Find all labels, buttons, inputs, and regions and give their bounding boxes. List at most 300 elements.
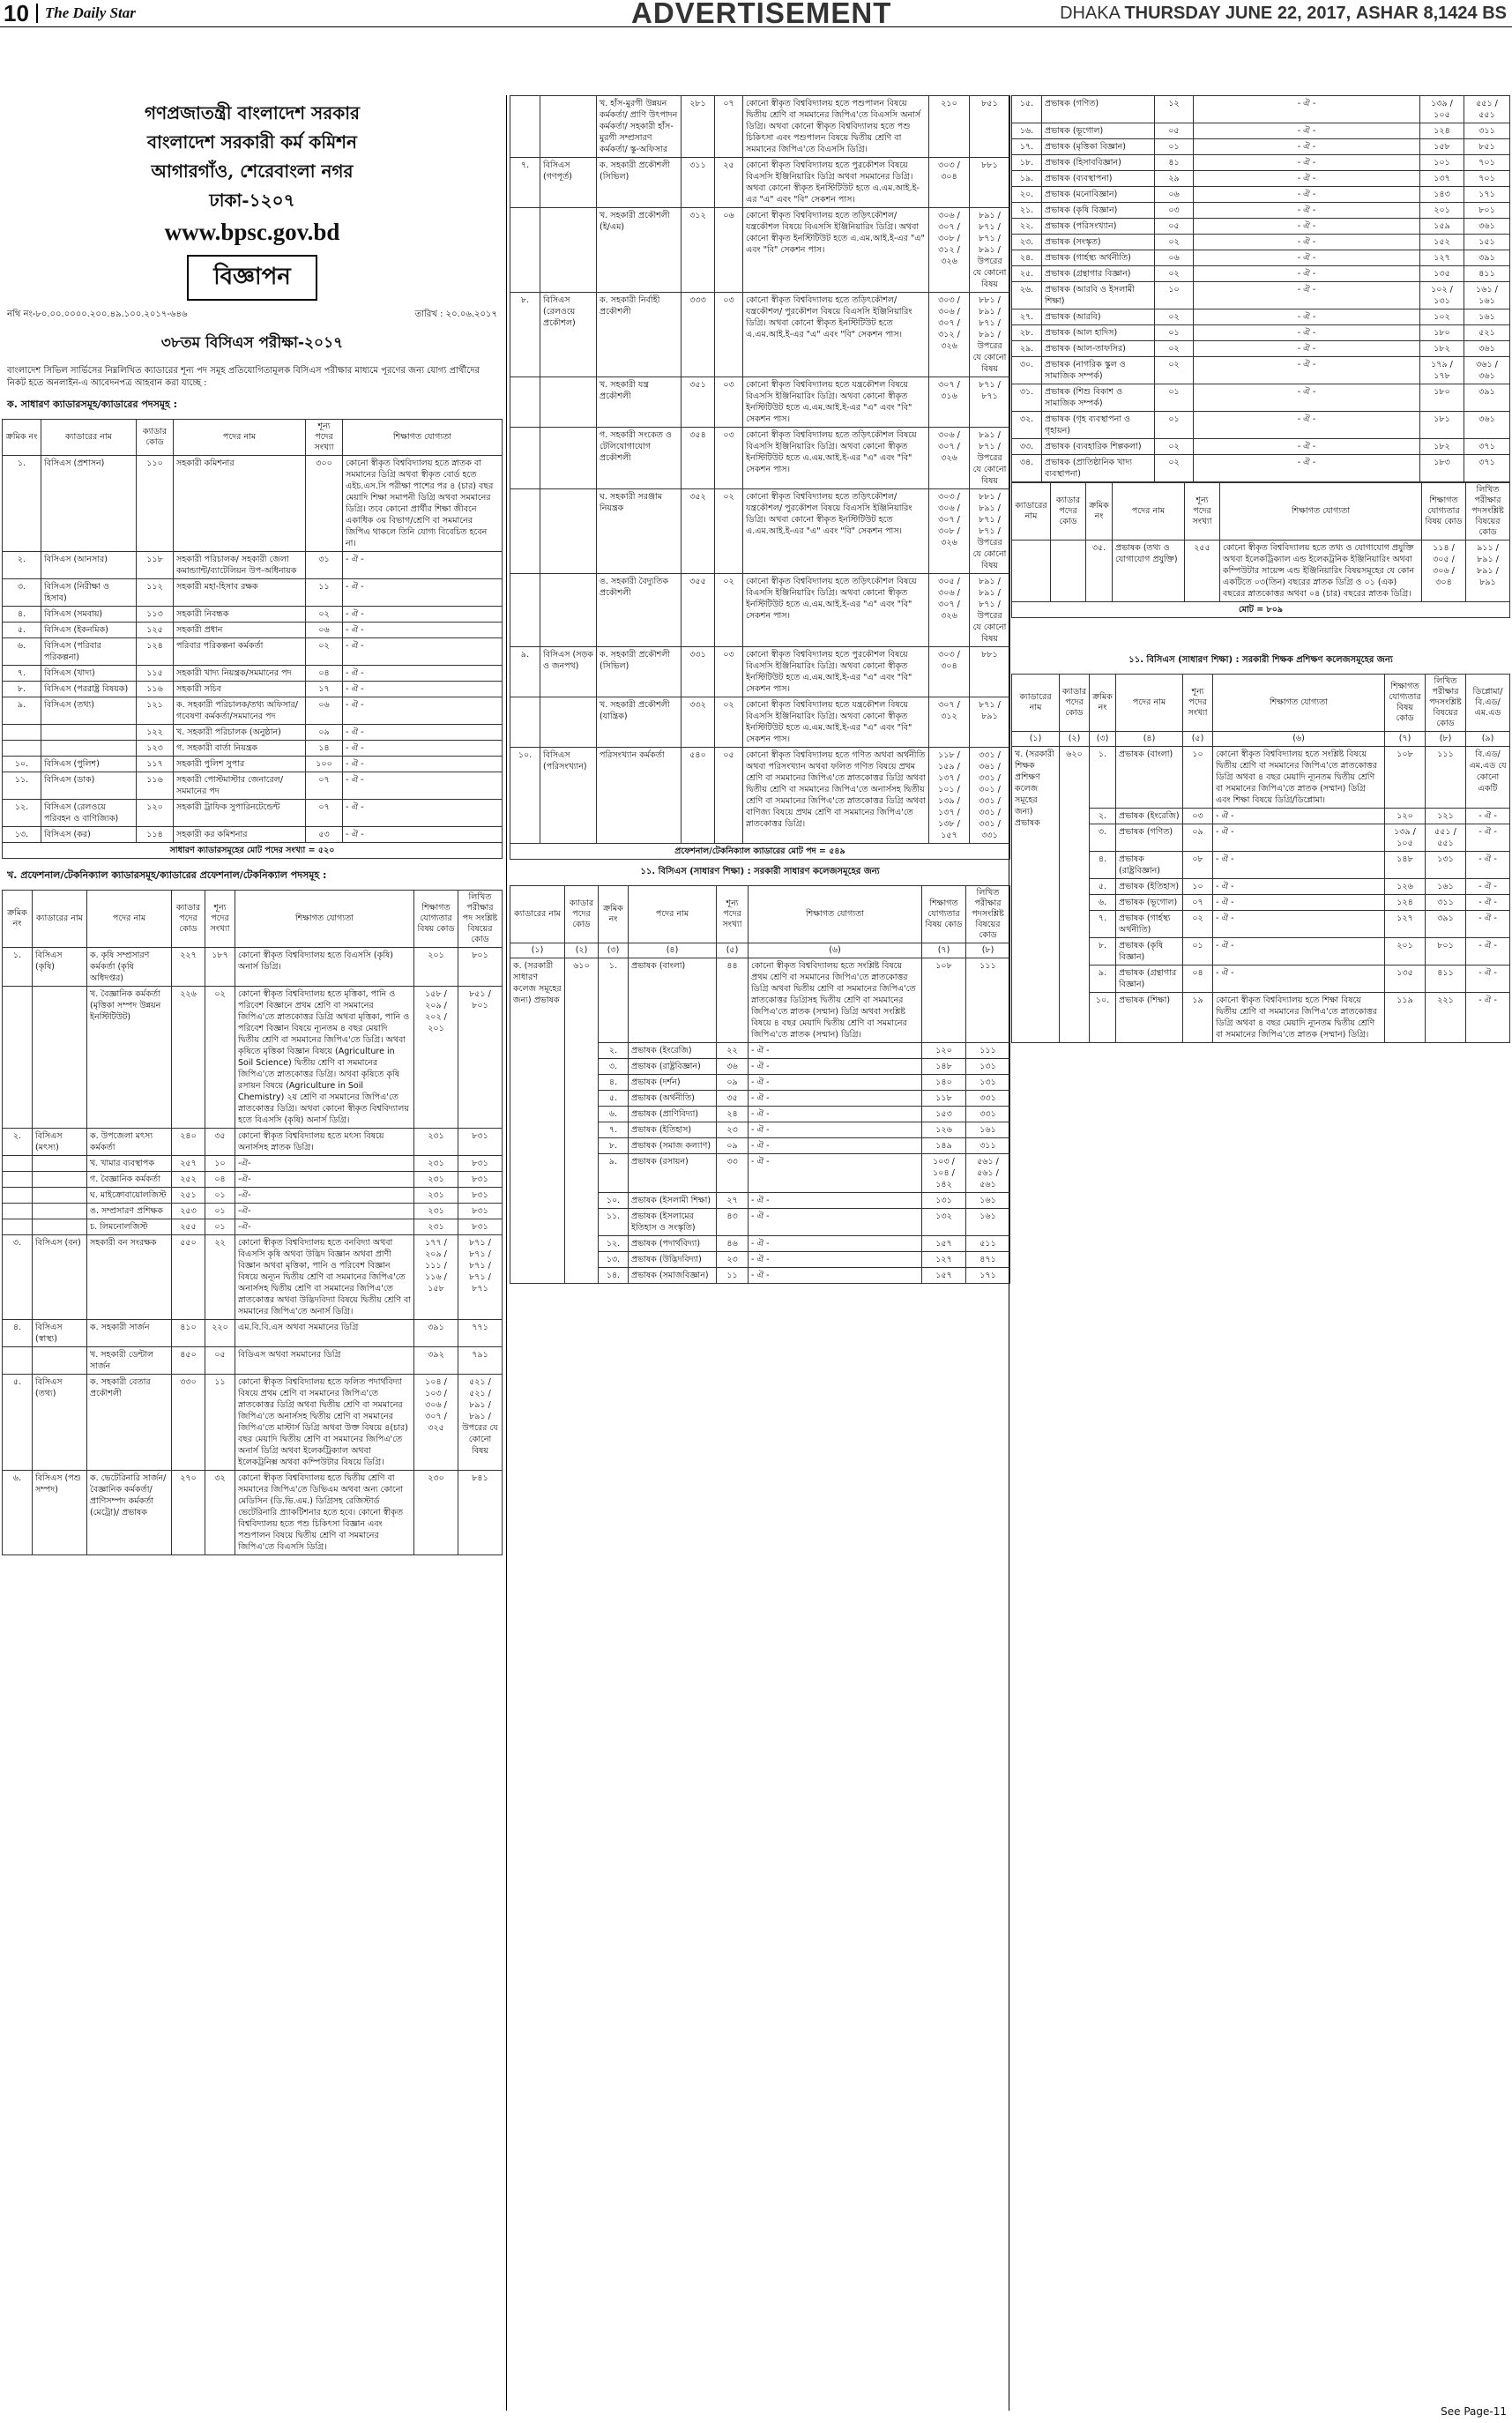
table-cell: - ঐ - [1194,219,1420,235]
column-header: পদের নাম [174,420,306,456]
table-cell: সহকারী পরিচালক/ সহকারী জেলা কমান্ড্যান্ট/ব্যাটেলিয়ন উপ-অধিনায়ক [174,552,306,579]
table-cell: ১২. [599,1236,629,1252]
table-cell: ১২৪ [1385,895,1426,911]
table-cell: ৫২১ [1464,325,1510,341]
table-cell: - ঐ - [343,757,503,772]
table-row [1012,171,1510,187]
table-cell: ক. সহকারী বেতার প্রকৌশলী [87,1375,172,1471]
table-cell: ২৩১ [414,1172,458,1188]
table-cell: ৩৪. [1012,455,1042,482]
table-cell: প্রভাষক (ভূগোল) [1042,123,1155,139]
table-cell: প্রভাষক (গণিত) [1116,824,1183,852]
table-cell: ২৩. [1012,235,1042,250]
table-cell: ৬. [3,638,41,666]
table-row [3,1156,503,1172]
table-cell: ৭০১ [1464,155,1510,171]
table-cell: - ঐ - [1194,266,1420,282]
table-row [3,987,503,1129]
table-cell: ১২১ [1426,809,1466,824]
table-cell: ২২ [717,1043,749,1059]
cadre-code-cell: ৬২০ [1060,747,1090,1043]
table-cell: ০৭ [715,96,743,158]
table-cell: ৪৭১ [966,1252,1010,1268]
table-cell: ৩৩১ [682,647,715,697]
table-cell: ৬. [1090,895,1116,911]
table-cell: ১৪৯ [922,1138,966,1154]
table-cell: ৮৮১ [970,647,1010,697]
table-cell: প্রভাষক (কৃষি বিজ্ঞান) [1042,203,1155,219]
technical-total: প্রফেশনাল/টেকনিক্যাল ক্যাডারের মোট পদ = ৫৪৯ [510,844,1010,860]
table-cell: ৮৩১ [458,1188,503,1204]
table-cell: ৯. [3,697,41,725]
table-cell: ক. সহকারী প্রকৌশলী (সিভিল) [597,647,682,697]
column-header: শিক্ষাগত যোগ্যতার বিষয় কোড [1422,483,1466,541]
table-cell: ১. [3,948,33,987]
table-cell: - ঐ - [1466,965,1510,993]
table-cell: ১. [3,456,41,552]
table-row [1012,747,1510,809]
column-header: (২) [1060,732,1090,747]
column-header: ক্যাডারের নাম [41,420,137,456]
table-cell: ১. [1090,747,1116,809]
table-cell: ১৮২ [1420,341,1464,357]
table-cell: ৭. [3,666,41,682]
education-a-caption: ১১. বিসিএস (সাধারণ শিক্ষা) : সরকারী সাধারণ কলেজসমূহের জন্য [640,867,880,876]
table-cell: - ঐ - [343,725,503,741]
table-cell: ০২ [306,607,343,623]
table-cell: খ. সহকারী প্রকৌশলী (যান্ত্রিক) [597,697,682,748]
table-cell: বিসিএস (পররাষ্ট্র বিষয়ক) [41,682,137,697]
table-cell: ৫. [3,1375,33,1471]
table-cell: ১২৪ [1420,123,1464,139]
column-header: (৩) [599,943,629,958]
table-cell: ০২ [205,987,235,1129]
table-cell: ক. উপজেলা মৎস্য কর্মকর্তা [87,1129,172,1156]
table-cell: ৪১০ [172,1320,205,1347]
column-header: পদের নাম [87,891,172,948]
table-cell: ০৮ [1183,852,1213,879]
table-cell: ১১৮ [922,1091,966,1107]
table-cell: ১১৬ [137,682,174,697]
table-cell: ৭. [599,1122,629,1138]
table-cell: - ঐ - [749,1122,922,1138]
table-row [3,1375,503,1471]
table-cell: - ঐ - [1194,341,1420,357]
table-cell: প্রভাষক (ব্যবহারিক শিল্পকলা) [1042,439,1155,455]
table-cell: ৫. [3,623,41,638]
table-cell: ১০২ [1420,309,1464,325]
table-cell [540,96,597,158]
education-a-table [510,885,1010,1284]
table-cell: ১১১ [1426,747,1466,809]
table-cell: ১৩. [599,1252,629,1268]
table-cell: প্রভাষক (সমাজ কল্যাণ) [629,1138,717,1154]
table-cell: ০২ [1155,266,1194,282]
table-cell: ৭৯১ [458,1347,503,1375]
table-cell: ৫৩ [306,827,343,843]
empty-cell [1051,541,1086,602]
table-cell: - ঐ - [1213,809,1385,824]
column-header: ক্রমিক নং [599,886,629,943]
table-cell: ৪১ [1155,155,1194,171]
table-cell: ৩. [1090,824,1116,852]
column-header: লিখিত পরীক্ষার পদসংশ্লিষ্ট বিষয়ের কোড [966,886,1010,943]
column-header: (৪) [629,943,717,958]
table-cell: ০৫ [715,748,743,844]
table-cell: সহকারী কর কমিশনার [174,827,306,843]
table-row [3,607,503,623]
table-cell: ৮৩১ [458,1172,503,1188]
table-cell: - ঐ - [343,607,503,623]
table-cell: ১৫১ [1464,235,1510,250]
column-header: ক্রমিক নং [3,420,41,456]
column-header: শূন্য পদের সংখ্যা [205,891,235,948]
table-cell: ০৬ [1155,187,1194,203]
table-cell: বিসিএস (পশু সম্পদ) [33,1471,87,1555]
table-cell: কোনো স্বীকৃত বিশ্ববিদ্যালয় হতে তড়িৎকৌশল/ যন্ত্রকৌশল/ পুরকৌশল বিষয়ে বিএসসি ইঞ্জিনিয়ারিং ডিগ্রি। অথবা কোনো স্বীকৃত ইনস্টিটিউট হতে এ.এম.আই.ই-এর "এ" এবং "বি" সেকশন পাস। [743,293,929,377]
table-cell: - ঐ - [1213,824,1385,852]
table-cell: - ঐ - [749,1193,922,1209]
table-cell: - ঐ - [1194,455,1420,482]
header-address: আগারগাঁও, শেরেবাংলা নগর [151,160,354,182]
table-cell [3,987,33,1129]
table-cell: প্রভাষক (গণিত) [1042,96,1155,123]
table-cell: ক. সহকারী পরিচালক/তথ্য অফিসার/গবেষণা কর্মকর্তা/সমমানের পদ [174,697,306,725]
table-cell: প্রভাষক (প্রাণিবিদ্যা) [629,1107,717,1122]
table-cell: - ঐ - [343,741,503,757]
table-cell: ২৩০ [414,1471,458,1555]
table-cell: ১১. [3,772,41,800]
see-page-link[interactable]: See Page-11 [1441,2405,1507,2418]
column-header: (৭) [1385,732,1426,747]
table-cell: ২৫৫ [172,1219,205,1235]
table-cell: প্রভাষক (ইতিহাস) [1116,879,1183,895]
table-cell: ০৬ [715,208,743,293]
table-cell: ৪৫০ [172,1347,205,1375]
column-header: শূন্য পদের সংখ্যা [306,420,343,456]
table-cell: ১২৬ [1385,879,1426,895]
table-row [510,489,1010,574]
table-cell: ০১ [205,1204,235,1219]
education-b-table [1011,674,1510,1043]
table-cell: ২১০ [929,96,970,158]
table-cell: ৩৬ [717,1059,749,1075]
table-cell: ০১ [1155,325,1194,341]
table-cell: ৪. [599,1075,629,1091]
table-cell: - ঐ - [1194,171,1420,187]
table-cell: - ঐ - [749,1043,922,1059]
table-cell: - ঐ - [1466,809,1510,824]
table-cell: ৩. [3,579,41,607]
table-cell: প্রভাষক (বাংলা) [629,958,717,1043]
table-cell: ২৩১ [414,1204,458,1219]
column-3 [1011,95,1510,1043]
table-cell: ৩৩. [1012,439,1042,455]
table-cell: ৩৩ [717,1154,749,1193]
table-cell: কোনো স্বীকৃত বিশ্ববিদ্যালয় হতে তড়িৎকৌশল বিষয়ে বিএসসি ইঞ্জিনিয়ারিং ডিগ্রি। অথবা কোনো স্বীকৃত ইনস্টিটিউট হতে এ.এম.আই.ই-এর "এ" এবং "বি" সেকশন পাস। [743,574,929,647]
table-cell: ৩৬১ [1464,341,1510,357]
table-row [1012,439,1510,455]
table-cell: ২৩১ [414,1129,458,1156]
table-cell: ৪. [1090,852,1116,879]
column-header: ক্যাডার পদের কোড [1051,483,1086,541]
table-cell: ৮৩১ [458,1204,503,1219]
table-cell: ২৭ [717,1193,749,1209]
table-cell: বিসিএস (কর) [41,827,137,843]
column-header: শিক্ষাগত যোগ্যতার বিষয় কোড [414,891,458,948]
table-cell: ৩১২ [682,208,715,293]
table-cell: প্রভাষক (আরবি) [1042,309,1155,325]
table-cell: ৩৩১ [966,1107,1010,1122]
table-cell: ০৫ [1155,123,1194,139]
table-cell: - ঐ - [1194,123,1420,139]
column-header: (২) [565,943,599,958]
table-cell [33,1156,87,1172]
table-cell: ০২ [1155,357,1194,384]
column-header: শিক্ষাগত যোগ্যতা [235,891,414,948]
table-cell: সহকারী খাদ্য নিয়ন্ত্রক/সমমানের পদ [174,666,306,682]
table-cell: ১২১ [137,697,174,725]
table-cell: বিসিএস (সমবায়) [41,607,137,623]
table-cell: কোনো স্বীকৃত বিশ্ববিদ্যালয় হতে বিএসসি (কৃষি) অনার্স ডিগ্রি। [235,948,414,987]
table-cell: - ঐ - [1466,911,1510,938]
table-row [1012,187,1510,203]
table-cell: ২৫৭ [172,1156,205,1172]
table-cell: বিসিএস (গণপূর্ত) [540,158,597,208]
table-row [510,96,1010,158]
table-cell: প্রভাষক (দর্শন) [629,1075,717,1091]
table-cell: ০২ [715,574,743,647]
table-cell: ১৭৭ / ২০৯ / ১১১ / ১১৬ / ১৫৮ [414,1235,458,1320]
table-cell: ৮৭১ / ৮৭১ [970,377,1010,428]
table-cell: ২০১ [1420,203,1464,219]
table-cell: ৮০১ [458,948,503,987]
table-cell: ১৪৮ [1385,852,1426,879]
table-row [1012,357,1510,384]
table-cell: - ঐ - [1466,938,1510,965]
table-cell: ২০১ [1385,938,1426,965]
table-cell [33,987,87,1129]
column-header: (৪) [1116,732,1183,747]
technical-cadre-table-cont [510,95,1010,860]
intro-text: বাংলাদেশ সিভিল সার্ভিসের নিম্নলিখিত ক্যাডারের শূন্য পদ সমূহ প্রতিযোগিতামূলক বিসিএস পরীক্ষার মাধ্যমে পূরণের জন্য যোগ্য প্রার্থীদের নিকট হতে অনলাইন-এ আবেদনপত্র আহবান করা যাচ্ছে : [7,366,480,388]
table-row [3,1320,503,1347]
table-cell: খ. হাঁস-মুরগী উন্নয়ন কর্মকর্তা/ প্রাণি উৎপাদন কর্মকর্তা/ সহকারী হাঁস-মুরগী সম্প্রসারণ কর্মকর্তা/ স্কু-অফিসার [597,96,682,158]
table-cell: ৮. [1090,938,1116,965]
table-cell: ০৩ [1183,809,1213,824]
table-cell: ১২৩ [137,741,174,757]
table-cell: - ঐ - [343,638,503,666]
table-cell: ৫৬১ / ৫৬১ / ৫৬১ [966,1154,1010,1193]
column-header: (৯) [1466,732,1510,747]
table-cell: ৩১. [1012,384,1042,412]
table-row [3,552,503,579]
column-header: শিক্ষাগত যোগ্যতা [749,886,922,943]
table-cell: ২৪ [717,1107,749,1122]
table-cell [33,1172,87,1188]
education-b-caption: ১১. বিসিএস (সাধারণ শিক্ষা) : সরকারী শিক্ষক প্রশিক্ষণ কলেজসমূহের জন্য [1128,655,1393,665]
dateline-city: DHAKA [1060,4,1120,23]
table-cell: ১১৯ [1385,993,1426,1043]
table-cell: ৩৬১ / ৩৬১ [1464,357,1510,384]
table-cell: ১০ [205,1156,235,1172]
table-cell: খ. সহকারী ডেন্টাল সার্জন [87,1347,172,1375]
table-cell: ১১৬ [137,772,174,800]
table-cell: ৩৫ [717,1091,749,1107]
table-cell: খ. সহকারী যন্ত্র প্রকৌশলী [597,377,682,428]
table-cell: ২৯. [1012,341,1042,357]
memo-line [2,301,503,324]
column-header: ডিপ্লোমা/বি.এড/এম.এড [1466,675,1510,732]
table-cell: ৩৩১ [966,1091,1010,1107]
table-cell: প্রভাষক (গ্রন্থাগার বিজ্ঞান) [1042,266,1155,282]
table-cell: বিসিএস (তথ্য) [41,697,137,725]
table-cell: ১২০ [1385,809,1426,824]
table-cell: ৭৭১ [458,1320,503,1347]
table-cell: ৮৩১ [458,1129,503,1156]
table-cell: - ঐ - [1194,325,1420,341]
table-cell: ০১ [205,1188,235,1204]
table-cell: ০৬ [306,697,343,725]
table-cell: ৮৫১ [1464,139,1510,155]
column-header: ক্যাডার পদের কোড [565,886,599,943]
column-header: শিক্ষাগত যোগ্যতা [343,420,503,456]
table-cell: ৯. [1090,965,1116,993]
table-cell: ১৩. [3,827,41,843]
column-header: ক্যাডারের নাম [33,891,87,948]
table-cell: ক. কৃষি সম্প্রসারণ কর্মকর্তা (কৃষি অধিদপ্তর) [87,948,172,987]
table-cell: - ঐ - [749,1075,922,1091]
table-cell [3,741,41,757]
table-row [1012,235,1510,250]
table-cell: ২. [3,552,41,579]
table-cell: ২৫. [1012,266,1042,282]
header-city: ঢাকা-১২০৭ [209,190,295,211]
table-cell: ০১ [205,1219,235,1235]
memo-number: নথি নং-৮০.০০.০০০০.২০০.৪৯.১০০.২০১৭-৬৪৬ [7,309,188,319]
table-cell: প্রভাষক (প্রাতিষ্ঠানিক খাদ্য ব্যবস্থাপনা) [1042,455,1155,482]
table-row [3,800,503,827]
table-row [3,1204,503,1219]
column-1 [2,95,503,1555]
table-cell: ০৬ [1155,250,1194,266]
table-cell: ক. ভেটেরিনারি সার্জন/বৈজ্ঞানিক কর্মকর্তা/প্রাণিসম্পদ কর্মকর্তা (মেট্রো)/ প্রভাষক [87,1471,172,1555]
table-cell: প্রভাষক (শিশু বিকাশ ও সামাজিক সম্পর্ক) [1042,384,1155,412]
table-cell: ৩০৩ / ৩০৬ / ৩০৭ / ৩০৮ / ৩২৬ [929,489,970,574]
table-cell: ১৫৩ [922,1107,966,1122]
table-cell [33,1219,87,1235]
table-cell: ১০. [599,1193,629,1209]
table-cell [3,1347,33,1375]
table-cell: ২৩১ [414,1219,458,1235]
table-cell: প্রভাষক (বাংলা) [1116,747,1183,809]
table-cell: ২৩ [717,1252,749,1268]
table-cell: বিডিএস অথবা সমমানের ডিগ্রি [235,1347,414,1375]
table-cell: - ঐ - [749,1209,922,1236]
table-cell: ০২ [1183,911,1213,938]
table-cell: ০২ [1155,235,1194,250]
table-row [510,748,1010,844]
table-cell: - ঐ - [1194,96,1420,123]
table-cell: ১৯. [1012,171,1042,187]
table-row [3,638,503,666]
table-cell: কোনো স্বীকৃত বিশ্ববিদ্যালয় হতে যন্ত্রকৌশল বিষয়ে বিএসসি ইঞ্জিনিয়ারিং ডিগ্রি। অথবা কোনো স্বীকৃত ইনস্টিটিউট হতে এ.এম.আই.ই-এর "এ" এবং "বি" সেকশন পাস। [743,697,929,748]
table-cell: ৩১১ [1426,895,1466,911]
table-cell: ০২ [715,489,743,574]
table-cell: বি.এড/এম.এড যে কোনো একটি [1466,747,1510,809]
table-cell: ৮৮১ [970,158,1010,208]
table-cell: প্রভাষক (গার্হস্থ্য অর্থনীতি) [1116,911,1183,938]
table-cell [510,208,540,293]
column-header: (৮) [966,943,1010,958]
table-cell: পরিবার পরিকল্পনা কর্মকর্তা [174,638,306,666]
column-header: শূন্য পদের সংখ্যা [1185,483,1220,541]
table-cell: ১২০ [137,800,174,827]
table-cell [41,725,137,741]
table-cell: ২০১ [414,948,458,987]
table-cell: ৩৬১ [1464,412,1510,439]
table-cell: সহকারী নিবন্ধক [174,607,306,623]
table-cell: ১০২ / ১৩১ [1420,282,1464,309]
table-cell: ১৬১ [966,1122,1010,1138]
table-cell: ৮০১ [1426,938,1466,965]
table-cell: ১৭১ [966,1268,1010,1284]
column-header: ক্যাডার পদের কোড [172,891,205,948]
table-row [3,772,503,800]
table-cell: প্রভাষক (আল হাদিস) [1042,325,1155,341]
table-cell: ০১ [1183,938,1213,965]
table-cell: ১৭. [1012,139,1042,155]
table-cell: ১৪ [306,741,343,757]
table-cell: ১১৮ [137,552,174,579]
table-row [3,1129,503,1156]
table-cell [3,1172,33,1188]
table-cell: ১৫. [1012,96,1042,123]
table-cell: - ঐ - [1194,187,1420,203]
table-cell: - ঐ - [749,1091,922,1107]
column-header: ক্রমিক নং [1086,483,1113,541]
table-cell: ১১ [306,579,343,607]
table-cell [510,489,540,574]
table-cell: ৮৩১ [458,1156,503,1172]
table-row [3,456,503,552]
table-row [510,647,1010,697]
table-cell: ৩৩২ [682,697,715,748]
table-cell: ১১. [599,1209,629,1236]
table-cell: ১০ [1183,747,1213,809]
column-header: শূন্য পদের সংখ্যা [1183,675,1213,732]
table-cell: ঘ. মাইক্রোবায়োলজিস্ট [87,1188,172,1204]
table-cell: ২৬. [1012,282,1042,309]
table-row [1012,341,1510,357]
table-cell: ২৫ [715,158,743,208]
table-cell: - ঐ - [749,1107,922,1122]
table-cell: ০৩ [1155,203,1194,219]
table-cell: ১৫৭ [922,1236,966,1252]
table-cell: -ঐ- [235,1204,414,1219]
table-cell: - ঐ - [1466,824,1510,852]
table-row [3,948,503,987]
column-header: লিখিত পরীক্ষার পদসংশ্লিষ্ট বিষয়ের কোড [1466,483,1510,541]
table-cell: ৯১১ / ৮৯১ / ৮৯১ / ৮৯১ [1466,541,1510,602]
table-cell: ১৮১ [1420,412,1464,439]
table-cell: ৩৯১ [1426,911,1466,938]
column-header: ক্রমিক নং [3,891,33,948]
table-cell: ৩৬১ [1464,219,1510,235]
table-cell: - ঐ - [1213,879,1385,895]
table-cell: ৩০. [1012,357,1042,384]
table-cell: ১০৩ / ১০৪ / ১৪২ [922,1154,966,1193]
